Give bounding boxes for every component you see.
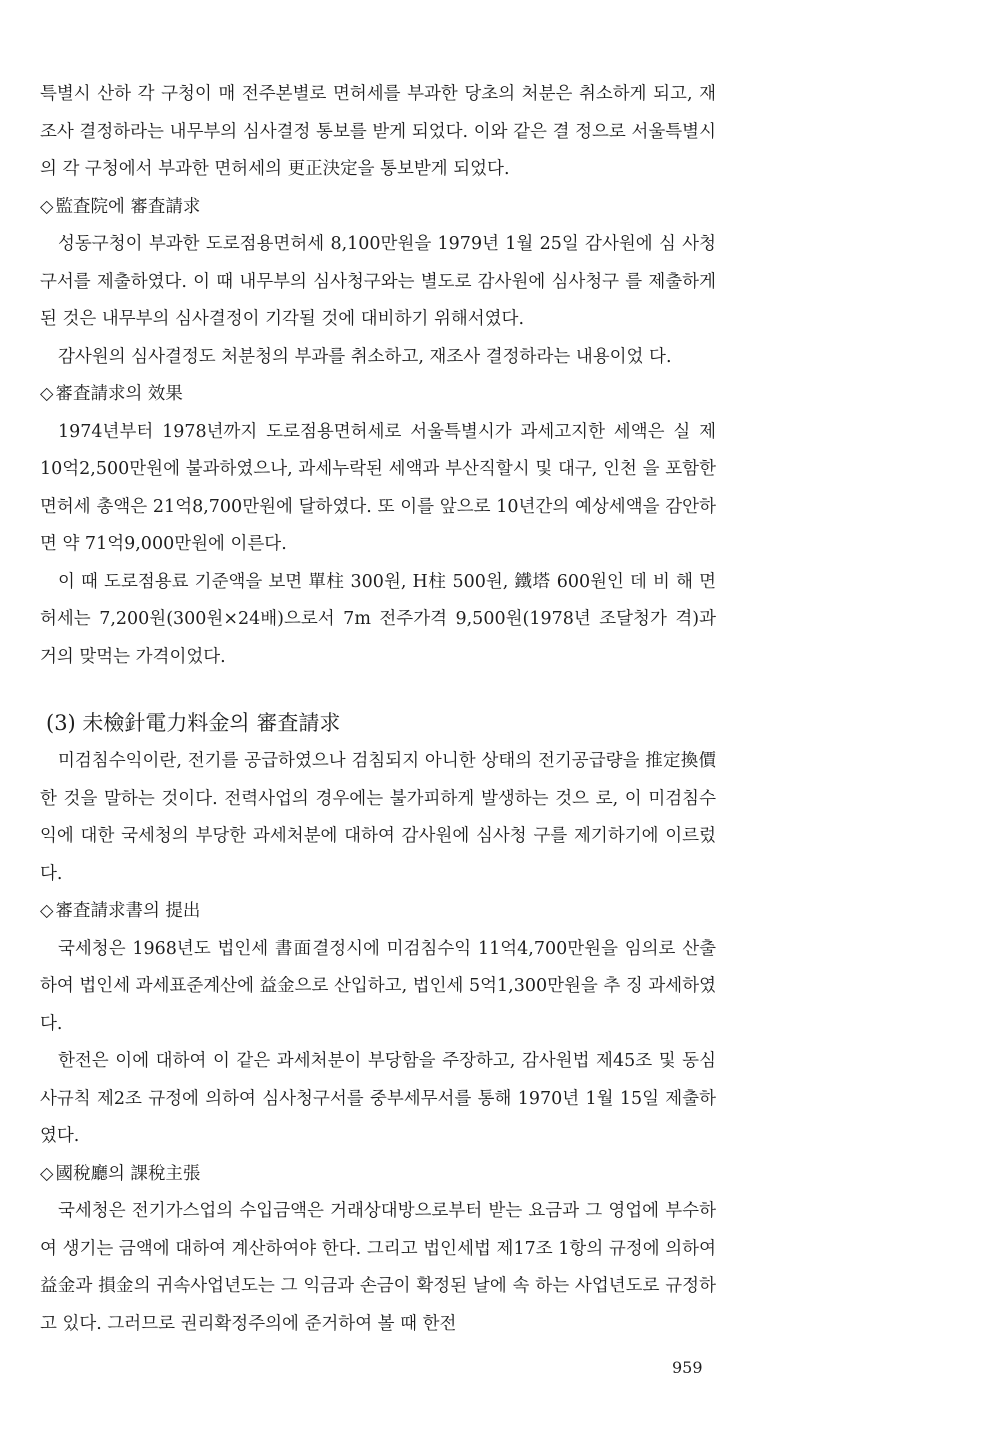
paragraph bbox=[40, 414, 716, 564]
text-line: 산출하여 법인세 과세표준계산에 益金으로 산입하고, 법인세 5억1,300만원을 추 bbox=[40, 938, 716, 996]
text-line: 및 동심사규칙 제2조 규정에 의하여 심사청구서를 중부세무서를 통해 1970년 1월 bbox=[40, 1051, 716, 1109]
paragraph bbox=[40, 226, 716, 339]
subheading-text: 國稅廳의 課稅主張 bbox=[55, 1163, 201, 1184]
text-line: 하는 사업년도로 규정하고 있다. 그러므로 권리확정주의에 준거하여 볼 때 한전 bbox=[40, 1276, 716, 1334]
text-line: 국세청은 전기가스업의 수입금액은 거래상대방으로부터 받는 요금과 그 영업에 bbox=[58, 1201, 660, 1221]
paragraph bbox=[40, 339, 716, 377]
paragraph bbox=[40, 76, 716, 189]
text-line: 정으로 서울특별시의 각 구청에서 부과한 면허세의 更正決定을 통보받게 되었다. bbox=[40, 121, 716, 179]
subheading bbox=[40, 189, 716, 227]
text-line: 미검침수익이란, 전기를 공급하였으나 검침되지 아니한 상태의 전기공급량을 bbox=[58, 751, 640, 771]
paragraph bbox=[40, 931, 716, 1044]
text-line: 성동구청이 부과한 도로점용면허세 8,100만원을 1979년 1월 25일 감사원에 심 bbox=[58, 234, 676, 254]
text-line: 推定換價한 것을 말하는 것이다. 전력사업의 경우에는 불가피하게 발생하는 것으 bbox=[40, 751, 716, 809]
text-line: 규정에 의하여 益金과 損金의 귀속사업년도는 그 익금과 손금이 확정된 날에 속 bbox=[40, 1238, 716, 1296]
subheading bbox=[40, 893, 716, 931]
text-line: 을 포함한 면허세 총액은 21억8,700만원에 달하였다. 또 이를 앞으로 10년간의 bbox=[40, 459, 716, 517]
text-line: 부수하여 생기는 금액에 대하여 계산하여야 한다. 그리고 법인세법 제17조 1항의 bbox=[40, 1201, 716, 1259]
text-line: 특별시 산하 각 구청이 매 전주본별로 면허세를 부과한 당초의 처분은 취소하게 bbox=[40, 84, 647, 104]
subheading-text: 監査院에 審査請求 bbox=[55, 196, 201, 217]
paragraph bbox=[40, 743, 716, 893]
paragraph bbox=[40, 1193, 716, 1343]
subheading bbox=[40, 1156, 716, 1194]
subheading-text: 審査請求의 效果 bbox=[55, 384, 183, 404]
text-line: 한전은 이에 대하여 이 같은 과세처분이 부당함을 주장하고, 감사원법 제45조 bbox=[58, 1051, 653, 1071]
text-line: 1974년부터 1978년까지 도로점용면허세로 서울특별시가 과세고지한 세액은 실 bbox=[58, 421, 691, 442]
diamond-icon: ◇ bbox=[40, 1163, 54, 1184]
text-line: 해 면허세는 7,200원(300원×24배)으로서 7m 전주가격 9,500원(1978년 조달청가 bbox=[40, 571, 717, 629]
text-line: 국세청은 1968년도 법인세 書面결정시에 미검침수익 11억4,700만원을 임의로 bbox=[58, 938, 676, 959]
section-title: (3) 未檢針電力料金의 審査請求 bbox=[46, 711, 341, 735]
text-line: 감사원의 심사결정도 처분청의 부과를 취소하고, 재조사 결정하라는 내용이었 bbox=[58, 346, 644, 367]
diamond-icon: ◇ bbox=[40, 384, 54, 404]
text-line: 를 제출하게 된 것은 내무부의 심사결정이 기각될 것에 대비하기 위해서였다. bbox=[40, 271, 716, 329]
text-line: 구를 제기하기에 이르렀다. bbox=[40, 826, 716, 884]
text-line: 되고, 재조사 결정하라는 내무부의 심사결정 통보를 받게 되었다. 이와 같은 결 bbox=[40, 84, 716, 142]
subheading-text: 審査請求書의 提出 bbox=[55, 901, 201, 921]
text-line: 예상세액을 감안하면 약 71억9,000만원에 이른다. bbox=[40, 496, 716, 554]
page-number: 959 bbox=[672, 1358, 703, 1377]
document-body bbox=[40, 76, 716, 1343]
subheading bbox=[40, 376, 716, 414]
diamond-icon: ◇ bbox=[40, 901, 54, 921]
text-line: 제 10억2,500만원에 불과하였으나, 과세누락된 세액과 부산직할시 및 대구, 인천 bbox=[40, 421, 716, 479]
text-line: 로, 이 미검침수익에 대한 국세청의 부당한 과세처분에 대하여 감사원에 심사청 bbox=[40, 788, 716, 846]
text-line: 사청구서를 제출하였다. 이 때 내무부의 심사청구와는 별도로 감사원에 심사청구 bbox=[40, 234, 716, 292]
text-line: 격)과 거의 맞먹는 가격이었다. bbox=[40, 609, 716, 667]
paragraph bbox=[40, 1043, 716, 1156]
text-line: 징 과세하였다. bbox=[40, 976, 716, 1034]
text-line: 15일 제출하였다. bbox=[40, 1088, 716, 1146]
text-line: 다. bbox=[649, 346, 672, 367]
diamond-icon: ◇ bbox=[40, 196, 54, 217]
text-line: 이 때 도로점용료 기준액을 보면 單柱 300원, H柱 500원, 鐵塔 600원인 데 비 bbox=[58, 571, 670, 592]
paragraph bbox=[40, 564, 716, 677]
